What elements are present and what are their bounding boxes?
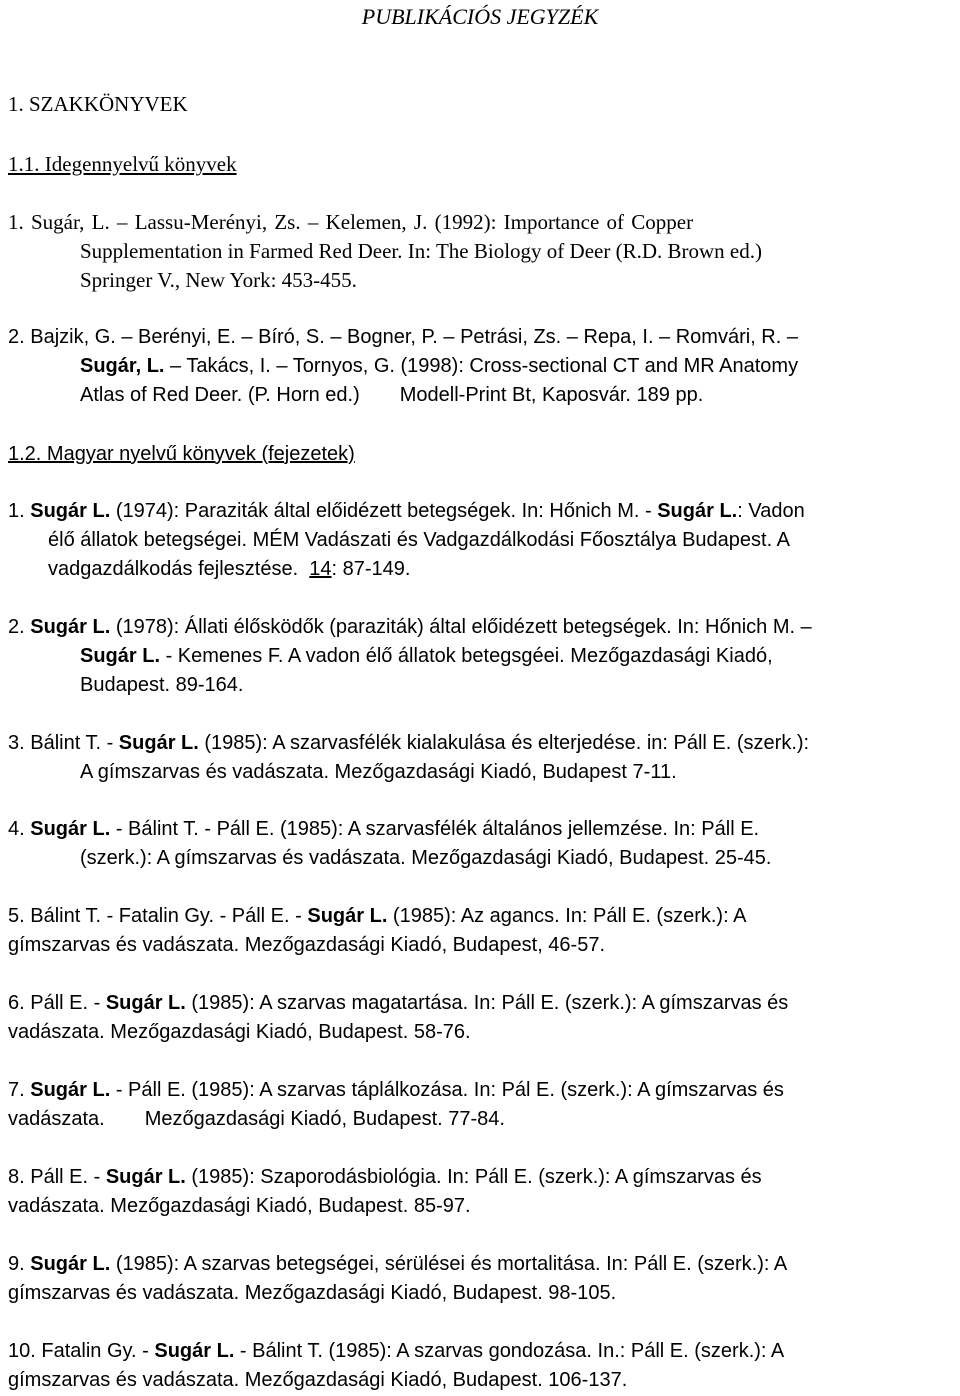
foreign-book-2-line-1: 2. Bajzik, G. – Berényi, E. – Bíró, S. – Bogner, P. – Petrási, Zs. – Repa, I. – Romvári, R. – — [8, 326, 798, 348]
item-number: 1. — [8, 500, 25, 522]
citation-text: (1974): Paraziták által előidézett betegségek. In: Hőnich M. - — [110, 500, 658, 522]
citation-text: - Bálint T. - Páll E. (1985): A szarvasfélék általános jellemzése. In: Páll E. — [110, 818, 760, 840]
hungarian-book-2-line-2 — [80, 642, 773, 671]
author-name: Sugár L. — [30, 500, 111, 522]
citation-text: 9. — [8, 1253, 31, 1275]
page-title: PUBLIKÁCIÓS JEGYZÉK — [361, 4, 599, 29]
subsection-foreign-books: 1.1. Idegennyelvű könyvek — [8, 152, 237, 176]
foreign-book-1-line-3: Springer V., New York: 453-455. — [80, 268, 357, 292]
author-name: Sugár L. — [105, 992, 186, 1014]
foreign-book-2-line-3 — [80, 381, 703, 410]
author-name: Sugár, L. — [80, 355, 165, 377]
hungarian-book-8-line-2: vadászata. Mezőgazdasági Kiadó, Budapest. 85-97. — [8, 1195, 471, 1217]
hungarian-book-10-line-1 — [8, 1337, 784, 1366]
author-name: Sugár L. — [30, 616, 111, 638]
citation-text: Modell-Print Bt, Kaposvár. 189 pp. — [399, 384, 704, 406]
hungarian-book-4-line-1 — [8, 815, 759, 844]
hungarian-book-1-line-1 — [8, 497, 805, 526]
author-name: Sugár L. — [30, 1253, 111, 1275]
citation-text: (1985): Szaporodásbiológia. In: Páll E. (szerk.): A gímszarvas és — [185, 1166, 762, 1188]
author-name: Sugár L. — [80, 645, 161, 667]
author-name: Sugár L. — [154, 1340, 235, 1362]
author-name: Sugár L. — [307, 905, 388, 927]
citation-text: (1985): A szarvas betegségei, sérülései és mortalitása. In: Páll E. (szerk.): A — [110, 1253, 788, 1275]
citation-text: (1978): Állati élősködők (paraziták) által előidézett betegségek. In: Hőnich M. – — [110, 616, 812, 638]
citation-text: 4. — [8, 818, 31, 840]
hungarian-book-3-line-1 — [8, 729, 809, 758]
citation-text: Mezőgazdasági Kiadó, Budapest. 77-84. — [144, 1108, 505, 1130]
subsection-hungarian-books: 1.2. Magyar nyelvű könyvek (fejezetek) — [8, 443, 355, 465]
citation-text: - Kemenes F. A vadon élő állatok betegsgéei. Mezőgazdasági Kiadó, — [160, 645, 773, 667]
citation-text: - Bálint T. (1985): A szarvas gondozása. In.: Páll E. (szerk.): A — [234, 1340, 785, 1362]
hungarian-book-9-line-1 — [8, 1250, 787, 1279]
citation-text: – Takács, I. – Tornyos, G. (1998): Cross-sectional CT and MR Anatomy — [164, 355, 799, 377]
hungarian-book-5-line-1 — [8, 902, 746, 931]
author-name: Sugár L. — [30, 1079, 111, 1101]
hungarian-book-4-line-2: (szerk.): A gímszarvas és vadászata. Mezőgazdasági Kiadó, Budapest. 25-45. — [80, 847, 772, 869]
hungarian-book-2-line-1 — [8, 613, 812, 642]
author-name: Sugár L. — [657, 500, 738, 522]
author-name: Sugár L. — [30, 818, 111, 840]
foreign-book-1-line-2: Supplementation in Farmed Red Deer. In: The Biology of Deer (R.D. Brown ed.) — [80, 239, 762, 263]
citation-text: 3. Bálint T. - — [8, 732, 119, 754]
volume-number: 14 — [309, 558, 332, 580]
hungarian-book-5-line-2: gímszarvas és vadászata. Mezőgazdasági Kiadó, Budapest, 46-57. — [8, 934, 606, 956]
citation-text: 6. Páll E. - — [8, 992, 106, 1014]
hungarian-book-9-line-2: gímszarvas és vadászata. Mezőgazdasági Kiadó, Budapest. 98-105. — [8, 1282, 617, 1304]
foreign-book-1-line-1: 1. Sugár, L. – Lassu-Merényi, Zs. – Kelemen, J. (1992): Importance of Copper — [8, 210, 694, 234]
author-name: Sugár L. — [118, 732, 199, 754]
hungarian-book-1-line-3 — [48, 555, 410, 584]
hungarian-book-10-line-2: gímszarvas és vadászata. Mezőgazdasági Kiadó, Budapest. 106-137. — [8, 1369, 628, 1391]
section-heading: 1. SZAKKÖNYVEK — [8, 92, 188, 116]
citation-text: (1985): A szarvas magatartása. In: Páll E. (szerk.): A gímszarvas és — [185, 992, 789, 1014]
citation-text: : Vadon — [737, 500, 805, 522]
citation-text: (1985): Az agancs. In: Páll E. (szerk.): A — [387, 905, 747, 927]
hungarian-book-2-line-3: Budapest. 89-164. — [80, 674, 244, 696]
citation-text: vadászata. — [8, 1108, 105, 1130]
citation-text: vadgazdálkodás fejlesztése. — [48, 558, 299, 580]
foreign-book-2-line-2 — [80, 352, 798, 381]
hungarian-book-1-line-2: élő állatok betegségei. MÉM Vadászati és Vadgazdálkodási Főosztálya Budapest. A — [48, 529, 790, 551]
citation-text: 8. Páll E. - — [8, 1166, 106, 1188]
author-name: Sugár L. — [105, 1166, 186, 1188]
citation-text: : 87-149. — [331, 558, 411, 580]
hungarian-book-6-line-1 — [8, 989, 788, 1018]
citation-text: - Páll E. (1985): A szarvas táplálkozása. In: Pál E. (szerk.): A gímszarvas és — [110, 1079, 784, 1101]
item-number: 2. — [8, 616, 25, 638]
hungarian-book-3-line-2: A gímszarvas és vadászata. Mezőgazdasági Kiadó, Budapest 7-11. — [80, 761, 677, 783]
hungarian-book-7-line-2 — [8, 1105, 505, 1134]
citation-text: 7. — [8, 1079, 31, 1101]
hungarian-book-6-line-2: vadászata. Mezőgazdasági Kiadó, Budapest. 58-76. — [8, 1021, 471, 1043]
citation-text: 5. Bálint T. - Fatalin Gy. - Páll E. - — [8, 905, 308, 927]
citation-text: (1985): A szarvasfélék kialakulása és elterjedése. in: Páll E. (szerk.): — [198, 732, 810, 754]
citation-text: Atlas of Red Deer. (P. Horn ed.) — [80, 384, 360, 406]
citation-text: 10. Fatalin Gy. - — [8, 1340, 155, 1362]
hungarian-book-7-line-1 — [8, 1076, 784, 1105]
hungarian-book-8-line-1 — [8, 1163, 762, 1192]
